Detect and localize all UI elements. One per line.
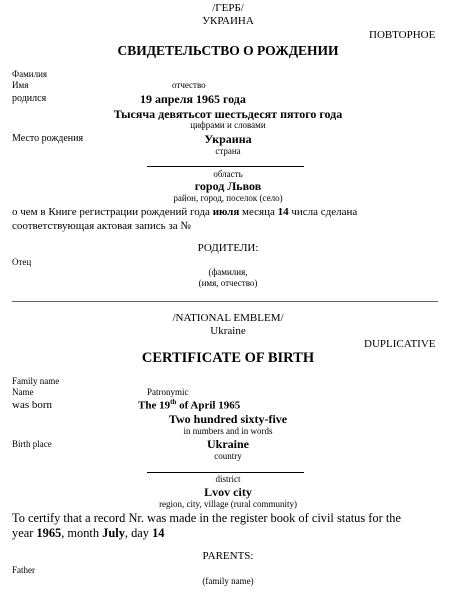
en-birth-year-words: Two hundred sixty-five [168,412,288,426]
en-district-caption: district [215,474,241,484]
ru-surname-label: Фамилия [12,69,48,79]
ru-numbers-words-caption: цифрами и словами [190,120,266,130]
en-birth-city: Lvov city [204,485,252,499]
en-birthplace-label: Birth place [12,439,52,449]
ru-duplicate-mark: ПОВТОРНОЕ [369,29,436,41]
en-registry-text-month: , month [61,526,103,540]
ru-title: СВИДЕТЕЛЬСТВО О РОЖДЕНИИ [117,43,339,58]
ru-father-label: Отец [12,257,32,267]
ru-father-caption-2: (имя, отчество) [198,278,258,288]
en-registry-month: July [102,526,125,540]
ru-parents-heading: РОДИТЕЛИ: [197,242,259,254]
ru-emblem: /ГЕРБ/ [212,2,244,14]
ru-name-label: Имя [12,80,29,90]
en-country-header: Ukraine [210,325,246,337]
ru-country-header: УКРАИНА [202,15,254,27]
ru-region-line [147,166,304,167]
en-birth-date-prefix: The 19 [138,399,171,412]
en-patronymic-label: Patronymic [147,387,189,397]
en-registry-year: 1965 [36,526,62,540]
ru-patronymic-label: отчество [172,80,206,90]
ru-registry-line-1 [12,207,357,218]
en-father-caption: (family name) [202,576,254,586]
ru-locality-caption: район, город, поселок (село) [173,193,283,203]
ru-father-caption-1: (фамилия, [208,267,248,277]
ru-registry-line-2: соответствующая актовая запись за № [12,220,191,232]
en-family-name-label: Family name [12,376,60,386]
en-locality-caption: region, city, village (rural community) [159,499,297,509]
ru-registry-text-1: о чем в Книге регистрации рождений года [12,206,210,218]
en-emblem: /NATIONAL EMBLEM/ [172,312,284,324]
ru-registry-day: 14 [277,206,289,218]
en-registry-text-year: year [12,526,37,540]
en-country-caption: country [214,451,242,461]
ru-birthplace-label: Место рождения [12,133,84,144]
en-born-label: was born [12,399,53,411]
ru-birth-year-words: Тысяча девятьсот шестьдесят пятого года [113,107,343,121]
ru-registry-text-2: месяца [242,206,275,218]
en-birth-date [138,399,240,412]
en-title: CERTIFICATE OF BIRTH [141,350,315,366]
en-name-label: Name [12,387,34,397]
en-father-label: Father [12,565,35,575]
ru-birth-country: Украина [204,132,252,146]
en-district-line [147,472,304,473]
en-parents-heading: PARENTS: [202,550,254,562]
ru-registry-text-3: числа сделана [291,206,358,218]
ru-region-caption: область [213,169,243,179]
ru-birth-city: город Львов [194,179,262,193]
ru-born-label: родился [12,93,47,104]
ru-birth-date: 19 апреля 1965 года [140,92,246,106]
en-registry-day: 14 [152,526,165,540]
en-birth-date-sup: th [170,398,177,406]
en-registry-text-day: , day [124,526,153,540]
en-birth-date-suffix: of April 1965 [176,399,241,412]
ru-country-caption: страна [215,146,241,156]
section-divider [12,301,438,302]
en-birth-country: Ukraine [207,437,249,451]
en-registry-line-2 [12,527,164,539]
en-numbers-words-caption: in numbers and in words [183,426,273,436]
en-registry-line-1: To certify that a record Nr. was made in the register book of civil status for the [12,511,401,525]
ru-registry-month: июля [212,206,240,218]
en-duplicate-mark: DUPLICATIVE [364,338,436,350]
